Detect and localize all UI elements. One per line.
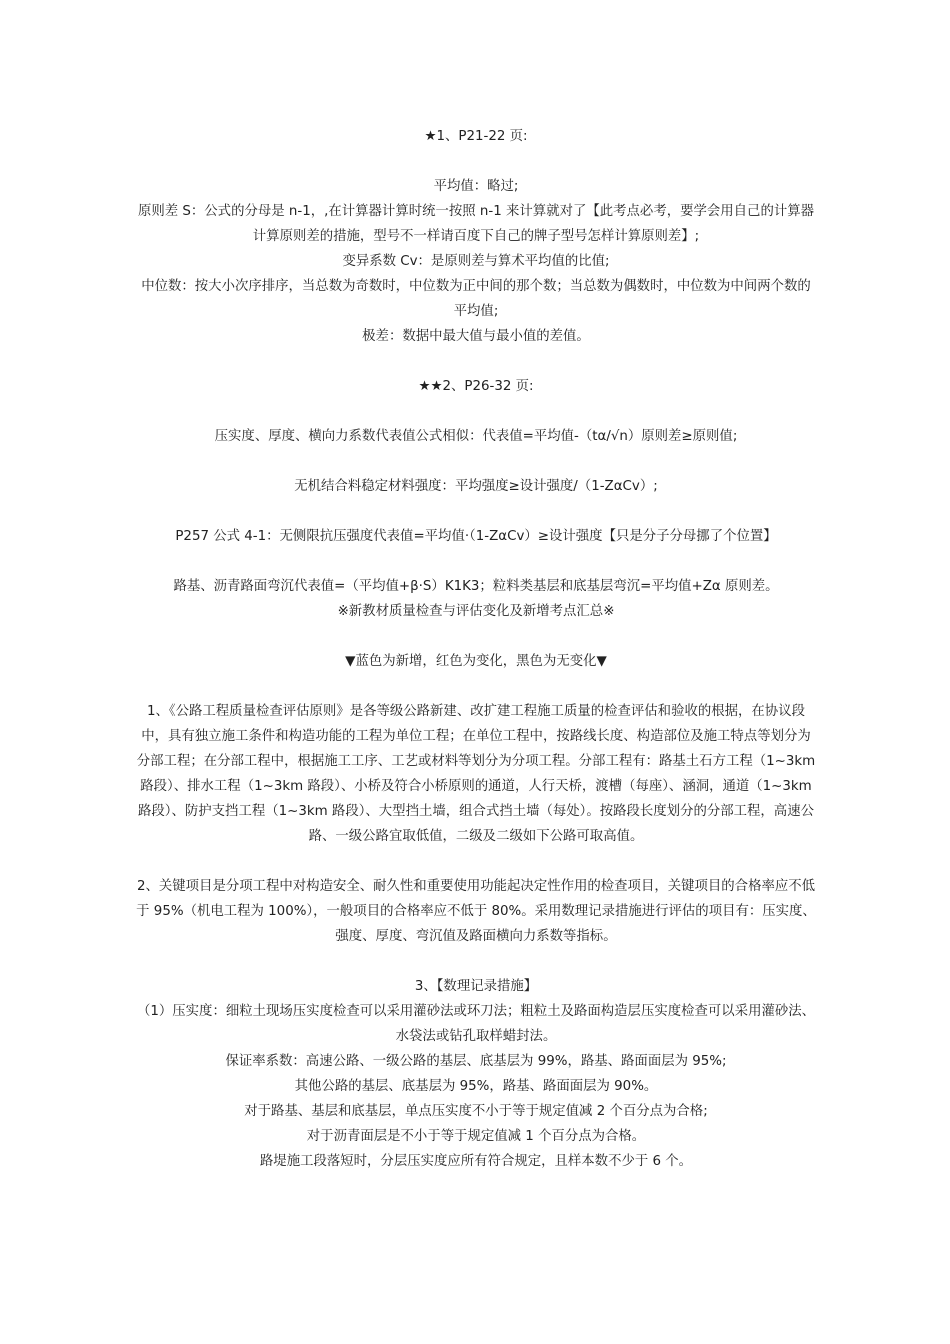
subgrade-rule-text: 对于路基、基层和底基层，单点压实度不小于等于规定值减 2 个百分点为合格; <box>244 1104 708 1119</box>
range-text: 极差：数据中最大值与最小值的差值。 <box>362 329 590 344</box>
spacer <box>136 399 816 424</box>
guarantee-other-text: 其他公路的基层、底基层为 95%，路基、路面面层为 90%。 <box>294 1079 658 1094</box>
spacer <box>136 949 816 974</box>
representative-value-text: 压实度、厚度、横向力系数代表值公式相似：代表值=平均值-（tα/√n）原则差≥原则值; <box>214 429 738 444</box>
mean-text: 平均值：略过; <box>433 179 519 194</box>
inorganic-binder-text: 无机结合料稳定材料强度：平均强度≥设计强度/（1-ZαCv）; <box>294 479 658 494</box>
document-body <box>136 124 816 1174</box>
embankment-rule-text: 路堤施工段落短时，分层压实度应所有符合规定，且样本数不少于 6 个。 <box>259 1154 693 1169</box>
p257-formula-text: P257 公式 4-1：无侧限抗压强度代表值=平均值·（1-ZαCv）≥设计强度【只是分子分母挪了个位置】 <box>175 529 777 544</box>
std-dev-text: 原则差 S：公式的分母是 n-1，,在计算器计算时统一按照 n-1 来计算就对了【此考点必考，要学会用自己的计算器计算原则差的措施，型号不一样请百度下自己的牌子型号怎样计算原则差】; <box>137 204 815 244</box>
spacer <box>136 624 816 649</box>
spacer <box>136 449 816 474</box>
summary-title: ※新教材质量检查与评估变化及新增考点汇总※ <box>337 604 615 619</box>
spacer <box>136 349 816 374</box>
compaction-text: （1）压实度：细粒土现场压实度检查可以采用灌砂法或环刀法；粗粒土及路面构造层压实度检查可以采用灌砂法、水袋法或钻孔取样蜡封法。 <box>136 1004 816 1044</box>
spacer <box>136 149 816 174</box>
guarantee-high-text: 保证率系数：高速公路、一级公路的基层、底基层为 99%，路基、路面面层为 95%; <box>225 1054 727 1069</box>
deflection-text: 路基、沥青路面弯沉代表值=（平均值+β·S）K1K3；粒料类基层和底基层弯沉=平均值+Zα 原则差。 <box>173 579 779 594</box>
spacer <box>136 499 816 524</box>
section2-heading: ★★2、P26-32 页: <box>418 379 534 394</box>
spacer <box>136 549 816 574</box>
median-text: 中位数：按大小次序排序，当总数为奇数时，中位数为正中间的那个数；当总数为偶数时，中位数为中间两个数的平均值; <box>141 279 811 319</box>
color-legend: ▼蓝色为新增，红色为变化，黑色为无变化▼ <box>345 654 607 669</box>
item-1-text: 1、《公路工程质量检查评估原则》是各等级公路新建、改扩建工程施工质量的检查评估和验收的根据，在协议段中，具有独立施工条件和构造功能的工程为单位工程；在单位工程中，按路线长度、构造部位及施工特点等划分为分部工程；在分部工程中，根据施工工序、工艺或材料等划分为分项工程。分部工程有：路基土石方工程（1~3km 路段）、排水工程（1~3km 路段）、小桥及符合小桥原则的通道，人行天桥，渡槽（每座）、涵洞，通道（1~3km 路段）、防护支挡工程（1~3km 路段）、大型挡土墙，组合式挡土墙（每处）。按路段长度划分的分部工程，高速公路、一级公路宜取低值，二级及二级如下公路可取高值。 <box>136 704 816 844</box>
section1-heading: ★1、P21-22 页: <box>424 129 528 144</box>
spacer <box>136 849 816 874</box>
item-3-heading: 3、【数理记录措施】 <box>414 979 538 994</box>
item-2-text: 2、关键项目是分项工程中对构造安全、耐久性和重要使用功能起决定性作用的检查项目，关键项目的合格率应不低于 95%（机电工程为 100%），一般项目的合格率应不低于 80%。采用数理记录措施进行评估的项目有：压实度、强度、厚度、弯沉值及路面横向力系数等指标。 <box>136 879 816 944</box>
asphalt-rule-text: 对于沥青面层是不小于等于规定值减 1 个百分点为合格。 <box>306 1129 646 1144</box>
spacer <box>136 674 816 699</box>
cv-text: 变异系数 Cv：是原则差与算术平均值的比值; <box>342 254 610 269</box>
